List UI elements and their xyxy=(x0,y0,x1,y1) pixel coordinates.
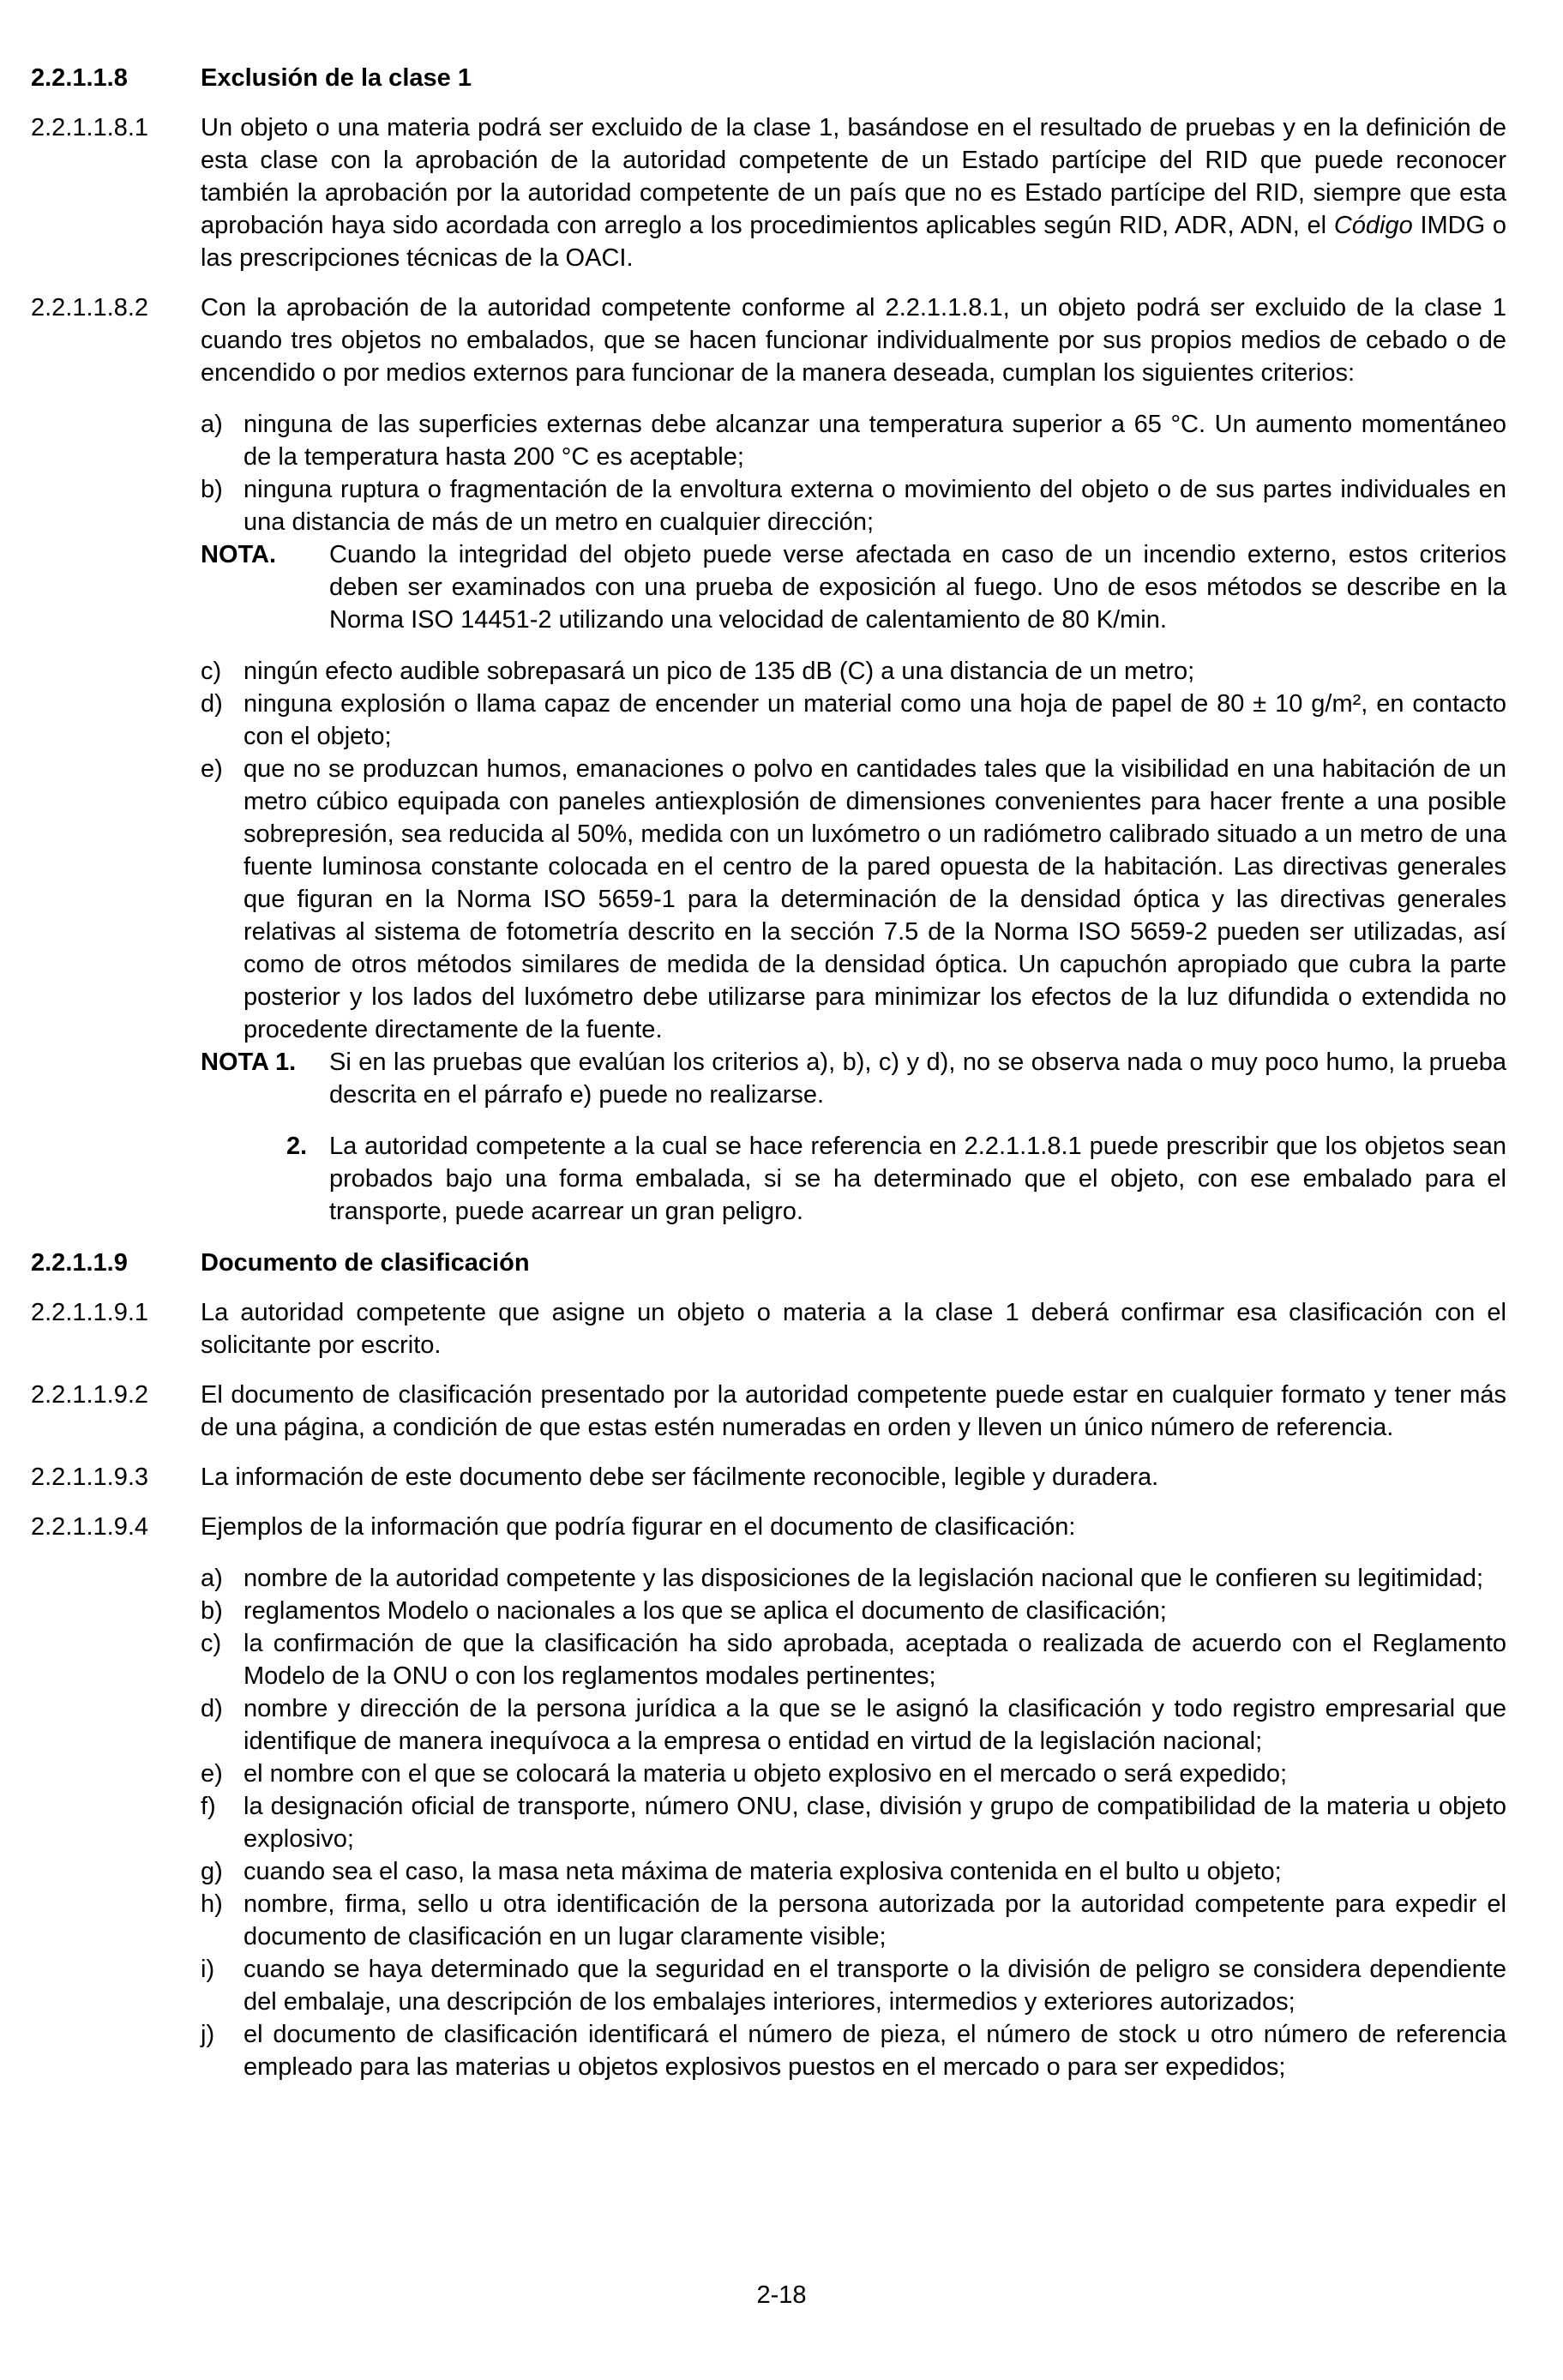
paragraph-number: 2.2.1.1.8.2 xyxy=(31,294,149,322)
list-item-text: nombre de la autoridad competente y las disposiciones de la legislación nacional que le confieren su legitimidad; xyxy=(243,1565,1484,1592)
paragraph-text-part: IMDG o las prescripciones técnicas de la OACI. xyxy=(201,212,1506,272)
list-item-label: d) xyxy=(201,1695,223,1722)
paragraph-text: La información de este documento debe ser fácilmente reconocible, legible y duradera. xyxy=(201,1463,1159,1491)
note-text: Si en las pruebas que evalúan los criterios a), b), c) y d), no se observa nada o muy poco humo, la prueba descrita en el párrafo e) puede no realizarse. xyxy=(329,1049,1506,1109)
criteria-list-ab xyxy=(201,408,1506,538)
paragraph-2-2-1-1-8-1 xyxy=(31,111,1506,274)
list-item-label: j) xyxy=(201,2021,215,2048)
list-item-label: e) xyxy=(201,1760,223,1788)
page-number: 2-18 xyxy=(756,2281,807,2309)
list-item-text: nombre y dirección de la persona jurídica a la que se le asignó la clasificación y todo registro empresarial que identifique de manera inequívoca a la empresa o entidad en virtud de la legislación nacional; xyxy=(243,1695,1506,1755)
section-title: Documento de clasificación xyxy=(201,1249,530,1277)
list-item-text: ninguna ruptura o fragmentación de la envoltura externa o movimiento del objeto o de sus partes individuales en una distancia de más de un metro en cualquier dirección; xyxy=(243,476,1506,536)
list-item-label: c) xyxy=(201,1630,222,1657)
list-item-text: la designación oficial de transporte, número ONU, clase, división y grupo de compatibilidad de la materia u objeto explosivo; xyxy=(243,1793,1506,1853)
paragraph-text xyxy=(201,111,1506,274)
note-text: Cuando la integridad del objeto puede verse afectada en caso de un incendio externo, estos criterios deben ser examinados con una prueba de exposición al fuego. Uno de esos métodos se describe en la Norma ISO 14451-2 utilizando una velocidad de calentamiento de 80 K/min. xyxy=(329,541,1506,634)
list-item xyxy=(201,1595,1506,1627)
list-item-label: f) xyxy=(201,1793,216,1820)
paragraph-text-italic: Código xyxy=(1333,212,1413,239)
paragraph-number: 2.2.1.1.9.2 xyxy=(31,1381,149,1409)
list-item xyxy=(201,1855,1506,1888)
paragraph-2-2-1-1-9-1 xyxy=(31,1296,1506,1361)
list-item xyxy=(201,655,1506,688)
criteria-list-ce xyxy=(201,655,1506,1046)
list-item xyxy=(201,688,1506,753)
paragraph-text: Con la aprobación de la autoridad competente conforme al 2.2.1.1.8.1, un objeto podrá ser excluido de la clase 1 cuando tres objetos no embalados, que se hacen funcionar individualmente por sus propios medios de cebado o de encendido o por medios externos para funcionar de la manera deseada, cumplan los siguientes criterios: xyxy=(201,294,1506,387)
list-item-text: ninguna de las superficies externas debe alcanzar una temperatura superior a 65 °C. Un aumento momentáneo de la temperatura hasta 200 °C es aceptable; xyxy=(243,411,1506,471)
list-item-text: reglamentos Modelo o nacionales a los que se aplica el documento de clasificación; xyxy=(243,1597,1167,1625)
list-item-label: b) xyxy=(201,476,223,503)
list-item xyxy=(201,473,1506,538)
note-1 xyxy=(201,1046,1506,1111)
list-item xyxy=(201,1953,1506,2018)
list-item-label: i) xyxy=(201,1956,215,1983)
list-item xyxy=(201,753,1506,1046)
list-item-label: b) xyxy=(201,1597,223,1625)
list-item-label: a) xyxy=(201,1565,223,1592)
list-item-label: g) xyxy=(201,1858,223,1885)
classification-info-list xyxy=(201,1562,1506,2083)
list-item xyxy=(201,1562,1506,1595)
section-number: 2.2.1.1.9 xyxy=(31,1249,128,1277)
paragraph-2-2-1-1-9-2 xyxy=(31,1379,1506,1444)
list-item-text: cuando sea el caso, la masa neta máxima de materia explosiva contenida en el bulto u objeto; xyxy=(243,1858,1282,1885)
section-number: 2.2.1.1.8 xyxy=(31,64,128,92)
note-label: 2. xyxy=(286,1133,308,1160)
note-label: NOTA 1. xyxy=(201,1049,297,1076)
list-item-label: e) xyxy=(201,755,223,783)
list-item-label: d) xyxy=(201,690,223,718)
note-label: NOTA. xyxy=(201,541,277,568)
paragraph-text: Ejemplos de la información que podría figurar en el documento de clasificación: xyxy=(201,1513,1076,1541)
list-item-text: cuando se haya determinado que la seguridad en el transporte o la división de peligro se considera dependiente del embalaje, una descripción de los embalajes interiores, intermedios y exteriores autorizados; xyxy=(243,1956,1506,2016)
paragraph-text-part: Un objeto o una materia podrá ser excluido de la clase 1, basándose en el resultado de pruebas y en la definición de esta clase con la aprobación de la autoridad competente de un Estado partícipe del RID que puede reconocer también la aprobación por la autoridad competente de un país que no es Estado partícipe del RID, siempre que esta aprobación haya sido acordada con arreglo a los procedimientos aplicables según RID, ADR, ADN, el xyxy=(201,114,1506,239)
list-item-text: nombre, firma, sello u otra identificación de la persona autorizada por la autoridad competente para expedir el documento de clasificación en un lugar claramente visible; xyxy=(243,1890,1506,1950)
paragraph-text: La autoridad competente que asigne un objeto o materia a la clase 1 deberá confirmar esa clasificación con el solicitante por escrito. xyxy=(201,1299,1506,1359)
paragraph-number: 2.2.1.1.8.1 xyxy=(31,114,149,141)
list-item xyxy=(201,1692,1506,1758)
list-item xyxy=(201,2018,1506,2083)
list-item xyxy=(201,1790,1506,1855)
note-text: La autoridad competente a la cual se hace referencia en 2.2.1.1.8.1 puede prescribir que los objetos sean probados bajo una forma embalada, si se ha determinado que el objeto, con ese embalado para el transporte, puede acarrear un gran peligro. xyxy=(329,1133,1506,1225)
paragraph-number: 2.2.1.1.9.1 xyxy=(31,1299,149,1326)
list-item-text: ninguna explosión o llama capaz de encender un material como una hoja de papel de 80 ± 10 g/m², en contacto con el objeto; xyxy=(243,690,1506,750)
list-item xyxy=(201,1627,1506,1692)
paragraph-2-2-1-1-9-3 xyxy=(31,1461,1506,1494)
note-2 xyxy=(201,1130,1506,1228)
list-item-text: que no se produzcan humos, emanaciones o polvo en cantidades tales que la visibilidad en una habitación de un metro cúbico equipada con paneles antiexplosión de dimensiones convenientes para hacer frente a una posible sobrepresión, sea reducida al 50%, medida con un luxómetro o un radiómetro calibrado situado a un metro de una fuente luminosa constante colocada en el centro de la pared opuesta de la habitación. Las directivas generales que figuran en la Norma ISO 5659-1 para la determinación de la densidad óptica y las directivas generales relativas al sistema de fotometría descrito en la sección 7.5 de la Norma ISO 5659-2 pueden ser utilizadas, así como de otros métodos similares de medida de la densidad óptica. Un capuchón apropiado que cubra la parte posterior y los lados del luxómetro debe utilizarse para minimizar los efectos de la luz difundida o extendida no procedente directamente de la fuente. xyxy=(243,755,1506,1043)
section-heading-2-2-1-1-8 xyxy=(31,62,1506,94)
list-item-text: la confirmación de que la clasificación ha sido aprobada, aceptada o realizada de acuerdo con el Reglamento Modelo de la ONU o con los reglamentos modales pertinentes; xyxy=(243,1630,1506,1690)
paragraph-number: 2.2.1.1.9.3 xyxy=(31,1463,149,1491)
list-item-text: el documento de clasificación identificará el número de pieza, el número de stock u otro número de referencia empleado para las materias u objetos explosivos puestos en el mercado o para ser expedidos; xyxy=(243,2021,1506,2081)
paragraph-2-2-1-1-9-4 xyxy=(31,1511,1506,1543)
note xyxy=(201,538,1506,636)
list-item xyxy=(201,1888,1506,1953)
section-heading-2-2-1-1-9 xyxy=(31,1247,1506,1279)
paragraph-2-2-1-1-8-2 xyxy=(31,291,1506,389)
list-item-label: c) xyxy=(201,658,222,685)
paragraph-text: El documento de clasificación presentado por la autoridad competente puede estar en cualquier formato y tener más de una página, a condición de que estas estén numeradas en orden y lleven un único número de referencia. xyxy=(201,1381,1506,1441)
list-item-label: a) xyxy=(201,411,223,438)
list-item-text: ningún efecto audible sobrepasará un pico de 135 dB (C) a una distancia de un metro; xyxy=(243,658,1195,685)
list-item-text: el nombre con el que se colocará la materia u objeto explosivo en el mercado o será expedido; xyxy=(243,1760,1288,1788)
section-title: Exclusión de la clase 1 xyxy=(201,64,472,92)
list-item xyxy=(201,1758,1506,1790)
list-item xyxy=(201,408,1506,473)
paragraph-number: 2.2.1.1.9.4 xyxy=(31,1513,149,1541)
list-item-label: h) xyxy=(201,1890,223,1918)
